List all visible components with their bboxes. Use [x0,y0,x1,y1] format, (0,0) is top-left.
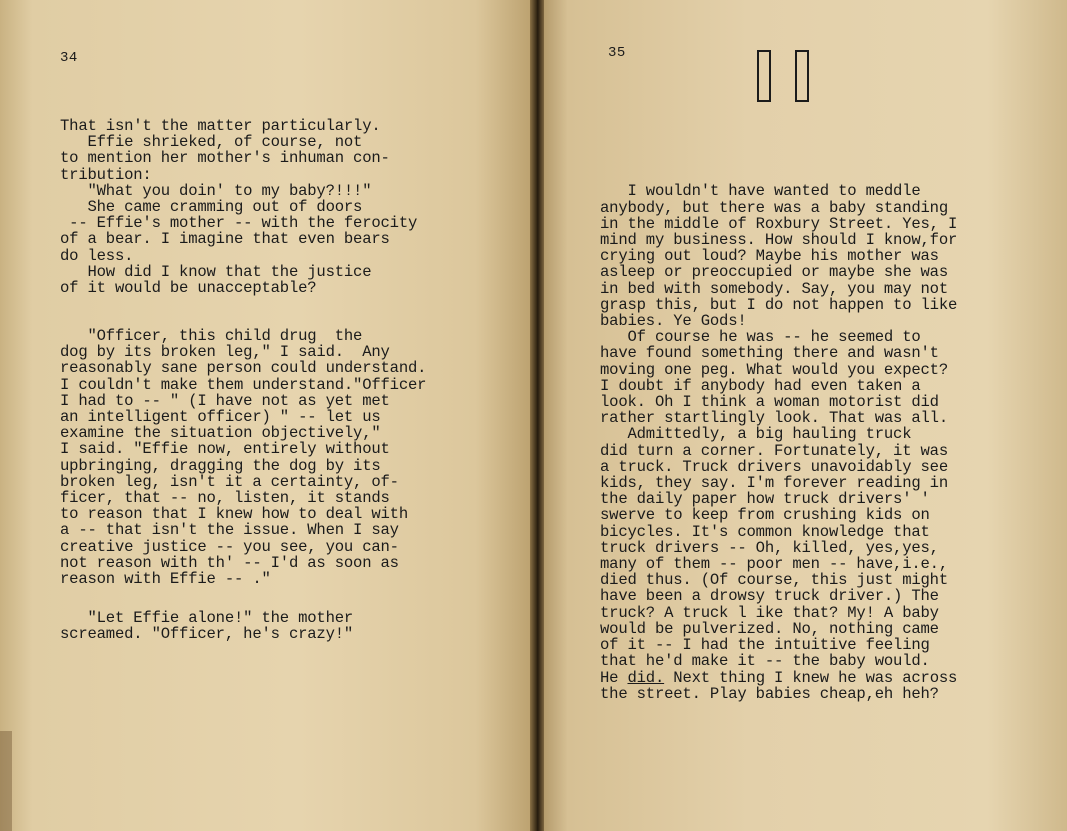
text-line: Of course he was -- he seemed to [600,328,921,347]
underlined-word: did. [627,668,665,687]
text-line: "Officer, this child drug the [60,327,363,345]
book-gutter [530,0,544,831]
text-line: crying out loud? Maybe his mother was [600,247,939,266]
text-line: to reason that I knew how to deal with [60,505,408,524]
text-line: I couldn't make them understand."Officer [60,375,427,394]
text-line: asleep or preoccupied or maybe she was [600,263,948,282]
text-line: "Let Effie alone!" the mother [60,609,354,627]
text-line: to mention her mother's inhuman con- [60,149,390,168]
text-line: dog by its broken leg," I said. Any [60,343,390,362]
right-page [536,0,1067,831]
text-line: screamed. "Officer, he's crazy!" [60,625,354,644]
text-line: in the middle of Roxbury Street. Yes, I [600,214,958,233]
text-line: I said. "Effie now, entirely without [60,440,390,459]
page-number-right: 35 [608,45,626,61]
text-line: the daily paper how truck drivers' ' [600,490,930,509]
text-line: creative justice -- you see, you can- [60,537,399,556]
text-line: She came cramming out of doors [60,198,363,217]
left-text-block-c [60,610,353,642]
text-line: I had to -- " (I have not as yet met [60,391,390,410]
left-text-block-b [60,328,426,587]
last-line: the street. Play babies cheap,eh heh? [600,684,939,703]
text-line: in bed with somebody. Say, you may not [600,279,948,298]
text-line: have found something there and wasn't [600,344,939,363]
text-line: examine the situation objectively," [60,424,381,443]
right-text-block [600,151,957,734]
chapter-numeral [755,50,815,100]
text-line: of a bear. I imagine that even bears [60,230,390,249]
text-line: look. Oh I think a woman motorist did [600,393,939,412]
text-line: have been a drowsy truck driver.) The [600,587,939,606]
text-line: a truck. Truck drivers unavoidably see [600,457,948,476]
text-line: an intelligent officer) " -- let us [60,408,381,427]
text-line: do less. [60,246,134,265]
text-line: that he'd make it -- the baby would. [600,652,930,671]
text-line: How did I know that the justice [60,262,372,281]
text-line: truck drivers -- Oh, killed, yes,yes, [600,538,939,557]
text-line: "What you doin' to my baby?!!!" [60,181,372,200]
numeral-stroke-2 [795,50,809,102]
text-line: tribution: [60,165,152,184]
text-line: babies. Ye Gods! [600,312,747,331]
underline-line-suffix: Next thing I knew he was across [664,668,958,687]
text-line: kids, they say. I'm forever reading in [600,474,948,493]
text-line: I doubt if anybody had even taken a [600,376,921,395]
page-number-left: 34 [60,50,78,66]
text-line: of it -- I had the intuitive feeling [600,636,930,655]
text-line: That isn't the matter particularly. [60,117,381,135]
text-line: I wouldn't have wanted to meddle [600,182,921,201]
text-line: Effie shrieked, of course, not [60,133,363,152]
text-line: a -- that isn't the issue. When I say [60,521,399,540]
underline-line [600,670,957,686]
numeral-stroke-1 [757,50,771,102]
left-text-block-a [60,118,417,296]
text-line: reasonably sane person could understand. [60,359,427,378]
text-line: Admittedly, a big hauling truck [600,425,912,444]
text-line: ficer, that -- no, listen, it stands [60,489,390,508]
text-line: did turn a corner. Fortunately, it was [600,441,948,460]
text-line: anybody, but there was a baby standing [600,198,948,217]
text-line: swerve to keep from crushing kids on [600,506,930,525]
text-line: many of them -- poor men -- have,i.e., [600,555,948,574]
text-line: truck? A truck l ike that? My! A baby [600,603,939,622]
text-line: rather startlingly look. That was all. [600,409,948,428]
text-line: not reason with th' -- I'd as soon as [60,553,399,572]
text-line: grasp this, but I do not happen to like [600,295,958,314]
text-line: died thus. (Of course, this just might [600,571,948,590]
text-line: reason with Effie -- ." [60,570,271,589]
text-line: of it would be unacceptable? [60,279,317,298]
text-line: upbringing, dragging the dog by its [60,456,381,475]
text-line: bicycles. It's common knowledge that [600,522,930,541]
text-line: -- Effie's mother -- with the ferocity [60,214,418,233]
underline-line-prefix: He [600,668,628,687]
text-line: would be pulverized. No, nothing came [600,619,939,638]
text-line: moving one peg. What would you expect? [600,360,948,379]
text-line: broken leg, isn't it a certainty, of- [60,472,399,491]
text-line: mind my business. How should I know,for [600,231,958,250]
